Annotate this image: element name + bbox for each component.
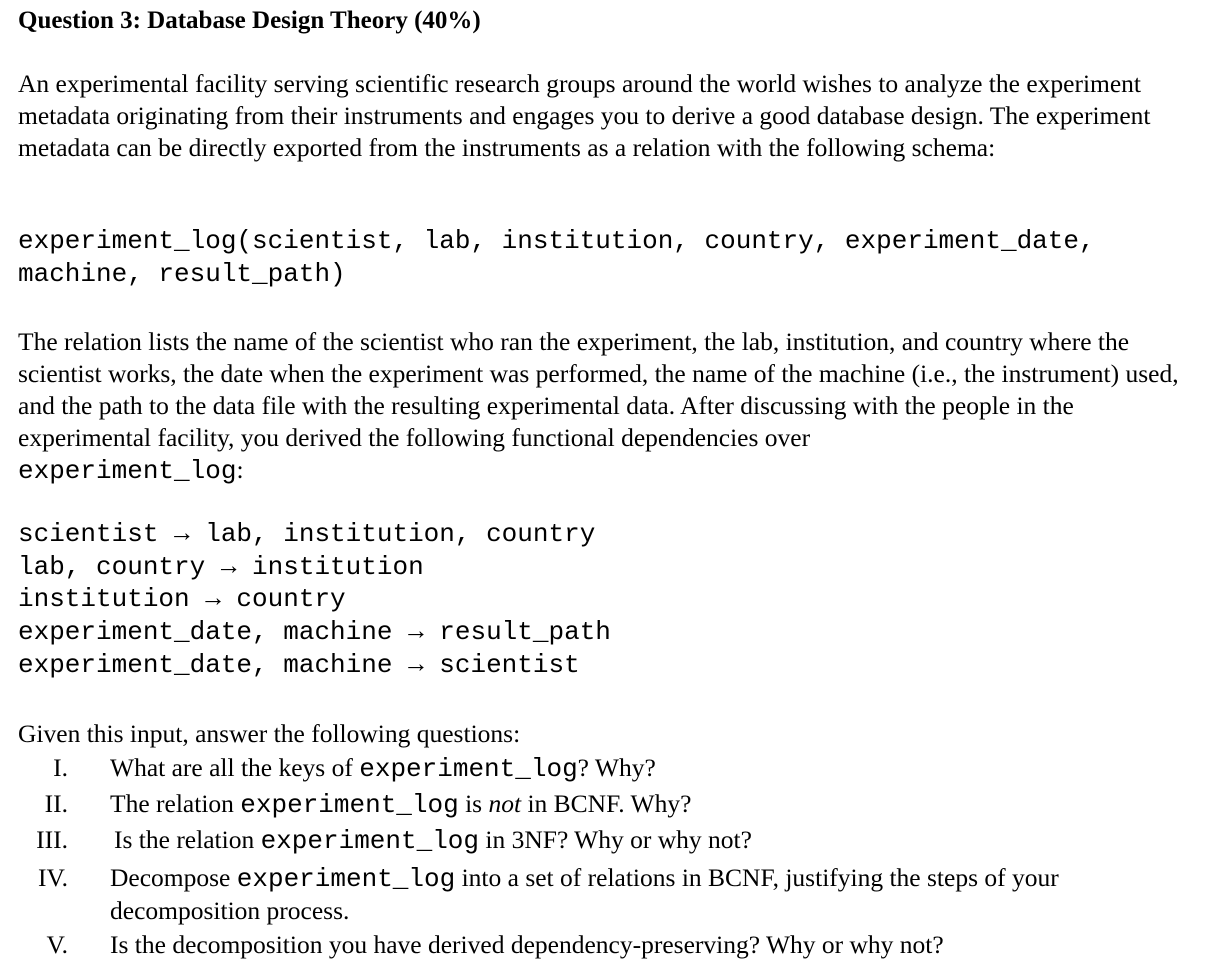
question-text bbox=[110, 752, 1200, 785]
emphasis-text: not bbox=[488, 789, 522, 818]
description-paragraph bbox=[18, 326, 1198, 487]
question-number: IV. bbox=[38, 863, 68, 892]
question-text-part: Is the relation bbox=[114, 825, 261, 854]
question-text: Is the decomposition you have derived dependency-preserving? Why or why not? bbox=[110, 930, 944, 959]
fd-3: institution → country bbox=[18, 584, 346, 615]
question-number: II. bbox=[44, 789, 68, 818]
description-colon: : bbox=[236, 455, 244, 484]
relation-name: experiment_log bbox=[240, 790, 459, 820]
fd-1: scientist → lab, institution, country bbox=[18, 519, 596, 549]
relation-name: experiment_log bbox=[359, 754, 578, 784]
question-title: Question 3: Database Design Theory (40%) bbox=[18, 7, 481, 34]
question-text-part: is bbox=[458, 789, 489, 818]
description-relation-name: experiment_log bbox=[18, 456, 237, 486]
question-number: V. bbox=[46, 930, 68, 959]
relation-name: experiment_log bbox=[260, 826, 480, 856]
question-text bbox=[110, 788, 1200, 821]
fd-2: lab, country → institution bbox=[18, 551, 424, 582]
question-number: I. bbox=[53, 753, 68, 782]
schema-line-2: machine, result_path) bbox=[18, 258, 346, 289]
fd-5: experiment_date, machine → scientist bbox=[18, 649, 580, 680]
question-text-part: The relation bbox=[110, 789, 241, 818]
question-text-part: in BCNF. Why? bbox=[521, 789, 692, 818]
intro-paragraph: An experimental facility serving scientific research groups around the world wishes to analyze the experiment metadata originating from their instruments and engages you to derive a good database design. The experiment metadata can be directly exported from the instruments as a relation with the following schema: bbox=[18, 69, 1151, 162]
question-text-part: ? Why? bbox=[577, 753, 656, 782]
question-number: III. bbox=[36, 825, 68, 854]
schema-block bbox=[18, 225, 1208, 290]
questions-intro: Given this input, answer the following questions: bbox=[18, 719, 521, 748]
question-text-part: into a set of relations in BCNF, justifying the steps of your decomposition process. bbox=[110, 863, 1059, 925]
schema-line-1: experiment_log(scientist, lab, institution, country, experiment_date, bbox=[18, 226, 1095, 256]
question-text-part: What are all the keys of bbox=[110, 753, 360, 782]
functional-dependencies bbox=[18, 518, 1208, 682]
relation-name: experiment_log bbox=[236, 864, 456, 894]
description-text: The relation lists the name of the scientist who ran the experiment, the lab, institution, and country where the scientist works, the date when the experiment was performed, the name of the machine (i.e., the instrument) used, and the path to the data file with the resulting experimental data. After discussing with the people in the experimental facility, you derived the following functional dependencies over bbox=[18, 327, 1179, 452]
question-text-part: in 3NF? Why or why not? bbox=[479, 825, 752, 854]
question-text-part: Decompose bbox=[110, 863, 237, 892]
question-text bbox=[110, 862, 1200, 927]
question-text bbox=[114, 824, 1204, 857]
fd-4: experiment_date, machine → result_path bbox=[18, 617, 611, 648]
